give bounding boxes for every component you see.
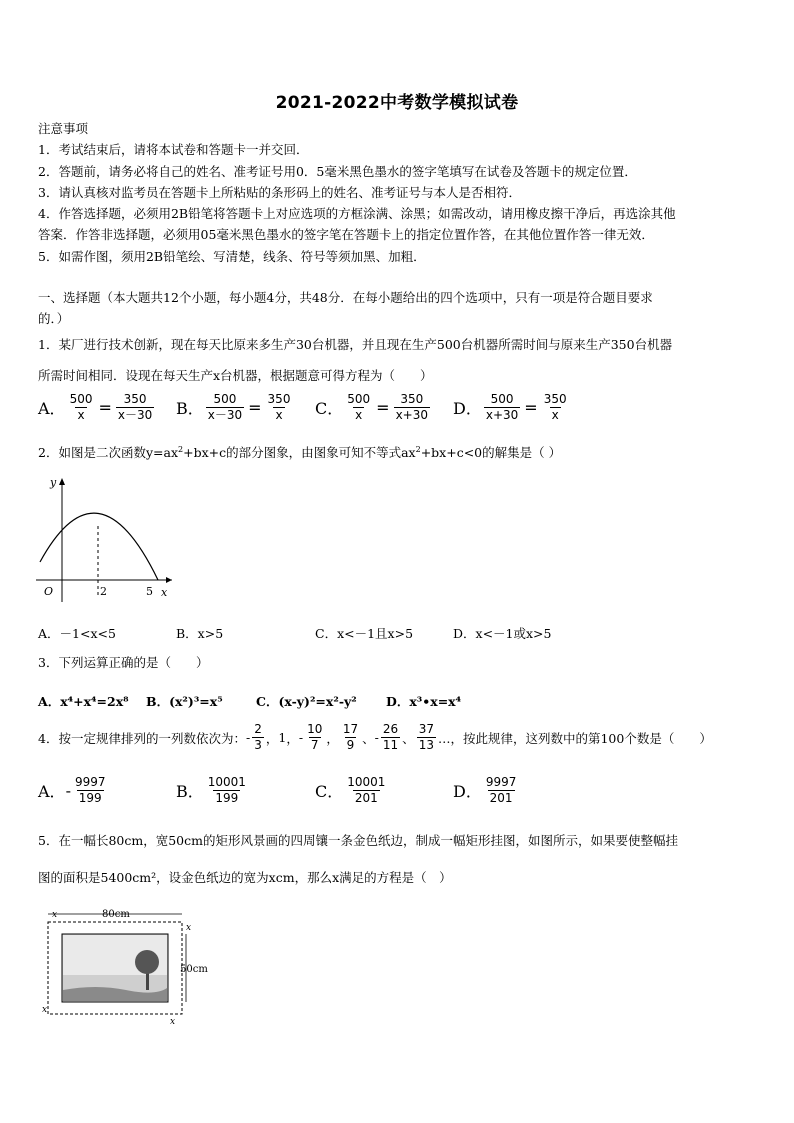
q1-text: 所需时间相同．设现在每天生产x台机器，根据题意可得方程为（ ） [38,368,433,383]
q3-option-d[interactable]: D．x³•x=x⁴ [386,694,462,709]
notice-item: 答案．作答非选择题，必须用05毫米黑色墨水的签字笔在答题卡上的指定位置作答，在其他位置作答一律无效． [38,227,654,242]
margin-label: x [170,1017,176,1026]
denominator: 199 [78,791,102,805]
denominator: x [551,408,559,422]
fraction [266,392,293,423]
superscript: 2 [415,445,421,454]
origin-label: O [44,585,54,598]
numerator: 26 [382,722,399,736]
q3-option-a[interactable]: A．x⁴+x⁴=2x⁸ [38,694,129,709]
numerator: 2 [254,722,262,736]
sequence-term: 1 [278,730,287,745]
q2-text-part: +bx+c<0的解集是（ ） [420,445,562,461]
q2-text-part: 2．如图是二次函数y=ax [38,445,178,461]
q4-text [38,722,712,753]
option-label: B． [176,782,204,801]
q1-option-a[interactable] [38,392,156,423]
numerator: 10 [307,722,323,736]
equals-sign: = [376,398,390,417]
notice-item: 5．如需作图，须用2B铅笔绘、写清楚，线条、符号等须加黑、加粗． [38,249,426,264]
y-axis-arrow [59,478,65,485]
denominator: x－30 [117,408,153,422]
q2-option-a[interactable]: A．－1<x<5 [38,626,116,641]
notice-item: 3．请认真核对监考员在答题卡上所粘贴的条形码上的姓名、准考证号与本人是否相符． [38,185,521,200]
fraction [252,722,264,753]
notice-heading: 注意事项 [38,121,89,136]
fraction [206,392,244,423]
tick-label: 5 [146,585,153,598]
numerator: 350 [123,392,147,406]
parabola-graph [36,474,176,604]
numerator: 9997 [485,775,517,789]
option-label: A． [38,782,66,801]
equals-sign: = [524,398,538,417]
denominator: x+30 [485,408,519,422]
fraction [381,722,400,753]
x-axis-arrow [166,577,172,583]
q4-option-a[interactable] [38,775,110,806]
q5-text: 图的面积是5400cm²，设金色纸边的宽为xcm，那么x满足的方程是（ ） [38,870,452,885]
q2-option-c[interactable]: C．x<－1且x>5 [315,626,414,641]
numerator: 350 [543,392,567,406]
numerator: 500 [347,392,371,406]
denominator: 3 [254,738,262,752]
denominator: x [275,408,283,422]
fraction [484,775,519,806]
fraction [417,722,436,753]
denominator: 201 [489,791,513,805]
denominator: 7 [310,738,319,752]
numerator: 10001 [207,775,246,789]
q1-text: 1．某厂进行技术创新，现在每天比原来多生产30台机器，并且现在生产500台机器所需时间与原来生产350台机器 [38,337,673,352]
numerator: 9997 [74,775,106,789]
q4-option-c[interactable] [315,775,389,806]
y-axis-label: y [50,476,57,489]
q3-option-b[interactable]: B．(x²)³=x⁵ [146,694,223,709]
numerator: 350 [400,392,424,406]
numerator: 10001 [347,775,386,789]
denominator: x－30 [207,408,243,422]
fraction [341,722,360,753]
separator: ， [265,730,279,746]
q1-option-b[interactable] [176,392,294,423]
notice-item: 2．答题前，请务必将自己的姓名、准考证号用0．5毫米黑色墨水的签字笔填写在试卷及答题卡的规定位置． [38,164,637,179]
q3-text: 3．下列运算正确的是（ ） [38,655,209,670]
fraction [305,722,324,753]
numerator: 350 [267,392,291,406]
equals-sign: = [98,398,112,417]
margin-label: x [42,1005,48,1015]
denominator: x+30 [395,408,428,422]
section-heading-cont: 的．） [38,311,70,326]
width-label: 80cm [102,909,130,920]
q2-text-part: +bx+c的部分图象，由图象可知不等式ax [183,445,416,461]
denominator: 201 [354,791,378,805]
notice-item: 4．作答选择题，必须用2B铅笔将答题卡上对应选项的方框涂满、涂黑；如需改动，请用橡皮擦干净后，再选涂其他 [38,206,676,221]
denominator: 199 [215,791,239,805]
margin-label: x [52,910,58,920]
equals-sign: = [248,398,262,417]
fraction [345,392,372,423]
separator: 、 [402,730,415,746]
numerator: 500 [490,392,514,406]
height-label: 50cm [180,964,208,975]
separator: 、 [362,730,375,746]
margin-label: x [186,923,192,933]
separator: ， [326,730,339,746]
numerator: 500 [69,392,93,406]
notice-item: 1．考试结束后，请将本试卷和答题卡一并交回． [38,142,309,157]
section-heading: 一、选择题（本大题共12个小题，每小题4分，共48分．在每小题给出的四个选项中，只有一项是符合题目要求 [38,290,653,305]
denominator: x [77,408,85,422]
sign: - [245,730,251,745]
q1-option-d[interactable] [453,392,571,423]
option-label: D． [453,399,482,418]
option-label: D． [453,782,482,801]
numerator: 17 [342,722,359,736]
framed-picture-figure [36,906,216,1026]
page-title: 2021-2022中考数学模拟试卷 [275,93,519,113]
fraction [68,392,95,423]
q2-option-d[interactable]: D．x<－1或x>5 [453,626,552,641]
option-label: A． [38,399,66,418]
numerator: 500 [213,392,237,406]
q4-option-b[interactable] [176,775,250,806]
denominator: 11 [382,738,399,752]
separator: ， [286,730,299,746]
q1-option-c[interactable] [315,392,432,423]
option-label: C． [315,399,344,418]
denominator: 13 [418,738,434,752]
q3-option-c[interactable]: C．(x-y)²=x²-y² [256,694,357,709]
parabola-curve [40,513,158,580]
superscript: 2 [178,445,184,454]
sign: - [374,730,379,745]
q4-suffix: …，按此规律，这列数中的第100个数是（ ） [437,730,712,746]
q4-option-d[interactable] [453,775,520,806]
fraction [542,392,569,423]
q2-text [38,442,561,461]
q5-text: 5．在一幅长80cm，宽50cm的矩形风景画的四周镶一条金色纸边，制成一幅矩形挂图，如图所示，如果要使整幅挂 [38,833,678,848]
sign: - [65,781,71,800]
fraction [345,775,387,806]
q4-prefix: 4．按一定规律排列的一列数依次为： [38,730,246,746]
fraction [73,775,108,806]
tree-crown [135,950,159,974]
tick-label: 2 [100,585,107,598]
option-label: B． [176,399,204,418]
sign: - [298,730,304,745]
fraction [394,392,430,423]
fraction [116,392,154,423]
denominator: x [355,408,363,422]
denominator: 9 [346,738,355,752]
numerator: 37 [418,722,434,736]
option-label: C． [315,782,344,801]
fraction [206,775,248,806]
fraction [484,392,520,423]
q2-option-b[interactable]: B．x>5 [176,626,224,641]
x-axis-label: x [161,586,168,599]
